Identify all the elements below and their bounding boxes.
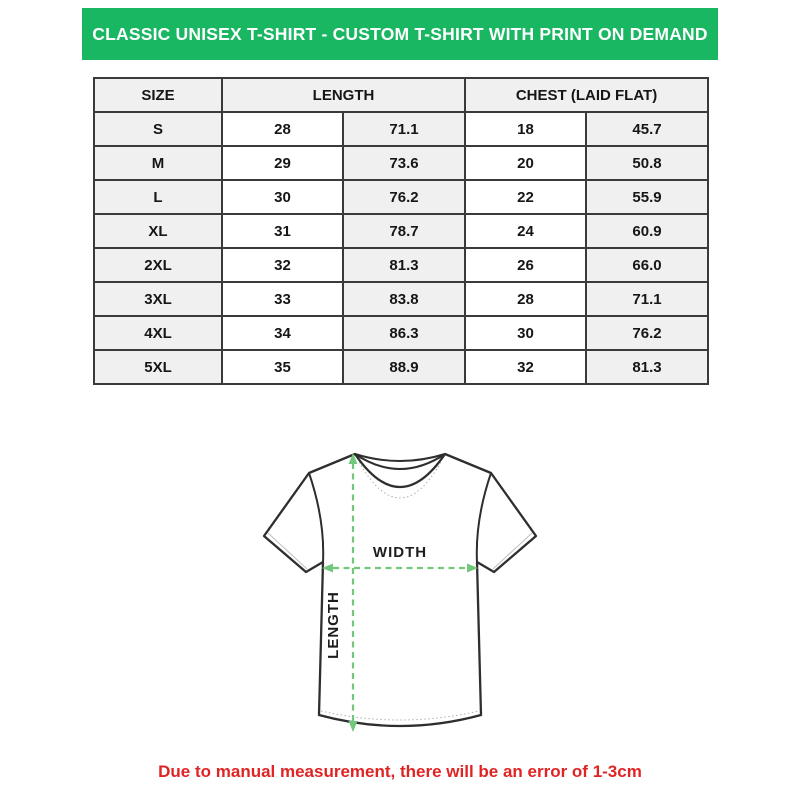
size-row bbox=[94, 146, 708, 180]
chest-in-cell: 30 bbox=[465, 316, 586, 350]
size-cell: XL bbox=[94, 214, 222, 248]
length-in-cell: 28 bbox=[222, 112, 343, 146]
size-cell: 2XL bbox=[94, 248, 222, 282]
size-cell: 4XL bbox=[94, 316, 222, 350]
chest-in-cell: 22 bbox=[465, 180, 586, 214]
length-in-cell: 29 bbox=[222, 146, 343, 180]
length-label: LENGTH bbox=[325, 591, 342, 659]
tshirt-outline-icon bbox=[264, 454, 536, 726]
page-title: CLASSIC UNISEX T-SHIRT - CUSTOM T-SHIRT WITH PRINT ON DEMAND bbox=[92, 23, 708, 44]
col-header-size: SIZE bbox=[94, 78, 222, 112]
measurement-note: Due to manual measurement, there will be an error of 1-3cm bbox=[158, 762, 642, 781]
size-chart-table bbox=[93, 77, 709, 385]
length-in-cell: 30 bbox=[222, 180, 343, 214]
length-in-cell: 35 bbox=[222, 350, 343, 384]
col-header-chest: CHEST (LAID FLAT) bbox=[465, 78, 708, 112]
length-cm-cell: 83.8 bbox=[343, 282, 465, 316]
length-cm-cell: 71.1 bbox=[343, 112, 465, 146]
length-in-cell: 32 bbox=[222, 248, 343, 282]
size-row bbox=[94, 350, 708, 384]
size-cell: L bbox=[94, 180, 222, 214]
chest-cm-cell: 45.7 bbox=[586, 112, 708, 146]
size-row bbox=[94, 282, 708, 316]
chest-cm-cell: 55.9 bbox=[586, 180, 708, 214]
chest-cm-cell: 66.0 bbox=[586, 248, 708, 282]
size-row bbox=[94, 248, 708, 282]
size-row bbox=[94, 316, 708, 350]
col-header-length: LENGTH bbox=[222, 78, 465, 112]
tshirt-measurement-diagram bbox=[250, 440, 550, 760]
width-label: WIDTH bbox=[372, 544, 428, 561]
length-cm-cell: 78.7 bbox=[343, 214, 465, 248]
chest-cm-cell: 81.3 bbox=[586, 350, 708, 384]
title-banner bbox=[82, 8, 718, 60]
length-cm-cell: 88.9 bbox=[343, 350, 465, 384]
length-in-cell: 33 bbox=[222, 282, 343, 316]
tshirt-drawing bbox=[250, 440, 550, 760]
chest-in-cell: 28 bbox=[465, 282, 586, 316]
length-in-cell: 31 bbox=[222, 214, 343, 248]
chest-cm-cell: 50.8 bbox=[586, 146, 708, 180]
size-cell: S bbox=[94, 112, 222, 146]
length-cm-cell: 81.3 bbox=[343, 248, 465, 282]
length-cm-cell: 86.3 bbox=[343, 316, 465, 350]
chest-in-cell: 20 bbox=[465, 146, 586, 180]
chest-in-cell: 26 bbox=[465, 248, 586, 282]
length-cm-cell: 76.2 bbox=[343, 180, 465, 214]
chest-cm-cell: 76.2 bbox=[586, 316, 708, 350]
chest-cm-cell: 71.1 bbox=[586, 282, 708, 316]
length-cm-cell: 73.6 bbox=[343, 146, 465, 180]
size-row bbox=[94, 180, 708, 214]
size-row bbox=[94, 112, 708, 146]
size-cell: 3XL bbox=[94, 282, 222, 316]
chest-in-cell: 18 bbox=[465, 112, 586, 146]
length-in-cell: 34 bbox=[222, 316, 343, 350]
header-row bbox=[94, 78, 708, 112]
size-cell: M bbox=[94, 146, 222, 180]
size-row bbox=[94, 214, 708, 248]
chest-in-cell: 32 bbox=[465, 350, 586, 384]
chest-in-cell: 24 bbox=[465, 214, 586, 248]
size-cell: 5XL bbox=[94, 350, 222, 384]
chest-cm-cell: 60.9 bbox=[586, 214, 708, 248]
